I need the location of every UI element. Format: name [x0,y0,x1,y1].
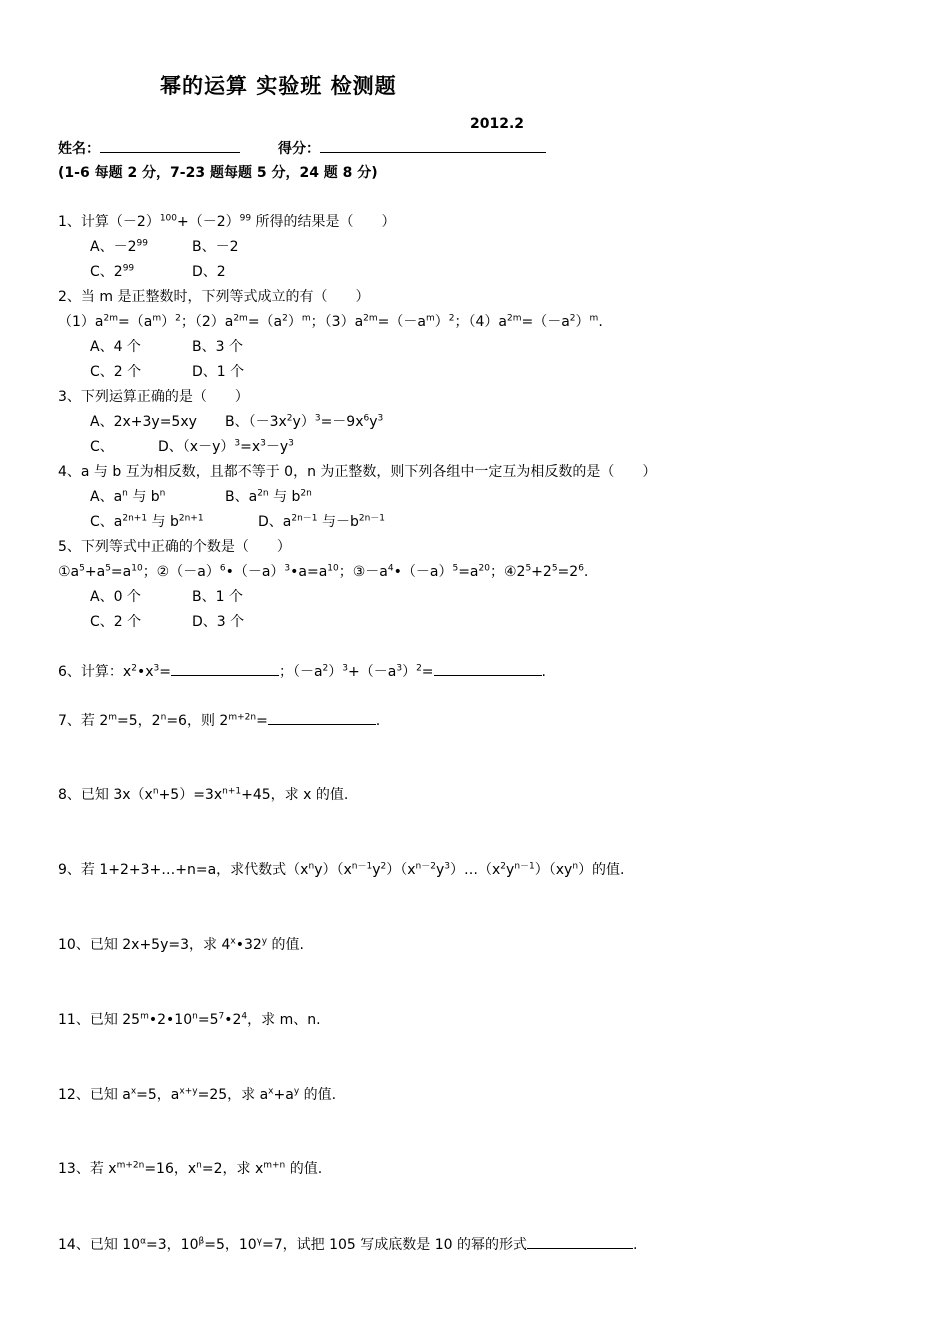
exponent: n [159,488,166,499]
exam-date: 2012.2 [470,116,525,132]
page-title: 幂的运算 实验班 检测题 [160,74,397,98]
text-fragment: 10、已知 2x+5y=3，求 4 [58,937,231,953]
exponent: 4 [387,563,394,574]
text-fragment: •2 [224,1012,242,1028]
question-14 [58,1234,637,1255]
question-9 [58,860,625,880]
text-fragment: . [633,1237,638,1253]
text-fragment: ） [575,314,590,330]
text-fragment: y）（x [314,862,352,878]
text-fragment: 14、已知 10 [58,1237,141,1253]
exponent: m [152,313,162,324]
text-fragment: = [159,664,171,680]
text-fragment: =25，求 a [197,1087,269,1103]
exponent: n [196,1160,202,1171]
text-fragment: •32 [235,937,262,953]
question-2-items [58,312,603,332]
exponent: n [308,861,315,872]
text-fragment: =a [458,564,479,580]
exponent: n+1 [222,786,242,797]
text-fragment: 与 b [127,489,160,505]
question-10 [58,935,304,955]
text-fragment: •（－a） [225,564,285,580]
question-3-options-row1 [90,412,383,432]
question-2-options-row1 [90,337,243,357]
text-fragment: ；④2 [489,564,526,580]
exponent: 3 [314,413,321,424]
exponent: 5 [452,563,459,574]
answer-blank[interactable] [527,1234,633,1249]
question-1-options-row2 [90,262,226,282]
question-6 [58,661,546,682]
exponent: 3 [396,663,403,674]
option-c[interactable]: C、2 个 [90,364,142,380]
exponent: m [301,313,311,324]
exponent: 3 [284,563,291,574]
question-5-stem: 5、下列等式中正确的个数是（ ） [58,539,291,555]
exponent: 2 [131,663,137,674]
text-fragment: . [583,564,589,580]
exponent: 5 [79,563,85,574]
exponent: x [230,936,236,947]
answer-blank-1[interactable] [171,661,279,676]
text-fragment: ） [434,314,449,330]
text-fragment: = [256,713,268,729]
text-fragment: 13、若 x [58,1161,117,1177]
exponent: 5 [551,563,558,574]
text-fragment: +5）=3x [158,787,223,803]
text-fragment: =－9x [320,414,364,430]
text-fragment: y [369,414,378,430]
exponent: 3 [377,413,384,424]
exponent: 2 [322,663,329,674]
question-1-stem [58,212,396,232]
exponent: 2n [300,488,312,499]
exponent: 3 [260,438,266,449]
option-d[interactable]: D、1 个 [192,364,245,380]
exponent: n－1 [514,861,535,872]
text-fragment: 的值. [299,1087,337,1103]
exponent: 5 [105,563,111,574]
exponent: 3 [444,861,450,872]
exponent: x [130,1086,137,1097]
text-fragment: . [375,713,381,729]
text-fragment: =5 [197,1012,219,1028]
text-fragment: 12、已知 a [58,1087,131,1103]
text-fragment: ） [287,314,302,330]
text-fragment: ） [328,664,343,680]
text-fragment: ；（3）a [310,314,364,330]
text-fragment: =（a [247,314,283,330]
text-fragment: ；③－a [338,564,388,580]
exponent: x+y [179,1086,198,1097]
text-fragment: =5，a [136,1087,180,1103]
exponent: m [425,313,435,324]
text-fragment: 与 b [268,489,301,505]
text-fragment: ；②（－a） [142,564,220,580]
exponent: 2 [282,313,288,324]
option-a[interactable] [90,237,192,257]
text-fragment: •a=a [290,564,328,580]
question-4-stem: 4、a 与 b 互为相反数，且都不等于 0，n 为正整数，则下列各组中一定互为相反数的是（ ） [58,464,657,480]
exponent: m+2n [116,1160,145,1171]
text-fragment: C、a [90,514,123,530]
text-fragment: －y [265,439,289,455]
exponent: n [152,786,159,797]
text-fragment: =6，则 2 [166,713,229,729]
exponent: 5 [525,563,532,574]
text-fragment: 的值. [285,1161,323,1177]
option-a[interactable] [90,487,225,507]
text-fragment: =（a [118,314,153,330]
exponent: 2 [500,861,507,872]
option-d[interactable]: D、2 [192,264,226,280]
text-fragment: =x [240,439,261,455]
exponent: 2n [257,488,269,499]
name-label: 姓名： [58,141,100,157]
exponent: 3 [342,663,349,674]
question-3-options-row2 [90,437,294,457]
option-a[interactable]: A、2x+3y=5xy [90,414,197,430]
question-13 [58,1159,322,1179]
text-fragment: y） [292,414,315,430]
exponent: m+n [263,1160,286,1171]
exponent: 20 [478,563,490,574]
text-fragment: =（－a [377,314,426,330]
text-fragment: . [541,664,546,680]
text-fragment: ）…（x [450,862,501,878]
text-fragment: ）（x [386,862,416,878]
exponent: n [160,712,167,723]
text-fragment: 1、计算（－2） [58,214,160,230]
exponent: 2n+1 [178,513,204,524]
text-fragment: 的值. [267,937,305,953]
exponent: 6 [219,563,226,574]
exponent: 2m [103,313,118,324]
option-d[interactable] [258,514,385,530]
exponent: 2 [569,313,576,324]
exponent: 2 [448,313,455,324]
text-fragment: =2 [557,564,579,580]
option-c[interactable]: C、 [90,439,114,455]
text-fragment: +2 [531,564,552,580]
exponent: 3 [288,438,294,449]
exponent: n [572,861,579,872]
exponent: 2n－1 [358,513,386,524]
exponent: 10 [131,563,143,574]
text-fragment: 8、已知 3x（x [58,787,153,803]
text-fragment: =5，10 [204,1237,257,1253]
exponent: m [589,313,599,324]
exponent: 2m [233,313,248,324]
exponent: β [198,1236,205,1247]
text-fragment: +（－a [348,664,397,680]
exponent: n [192,1011,198,1022]
exponent: n－2 [415,861,436,872]
exponent: 100 [159,213,178,224]
text-fragment: =3，10 [146,1237,199,1253]
text-fragment: A、－2 [90,239,137,255]
option-a[interactable]: A、0 个 [90,589,141,605]
option-b[interactable] [225,489,312,505]
name-blank[interactable] [100,138,240,153]
text-fragment: =5，2 [117,713,161,729]
text-fragment: y [435,862,445,878]
text-fragment: ） [402,664,417,680]
exponent: 2n－1 [291,513,318,524]
answer-blank-2[interactable] [434,661,542,676]
text-fragment: A、a [90,489,123,505]
text-fragment: =（－a [521,314,570,330]
text-fragment: ）的值. [578,862,625,878]
exponent: 3 [153,663,160,674]
text-fragment: D、（x－y） [158,439,235,455]
text-fragment: •x [136,664,154,680]
exponent: γ [256,1236,263,1247]
question-4-options-row1 [90,487,312,507]
text-fragment: C、2 [90,264,123,280]
text-fragment: ；（－a [278,664,323,680]
exponent: n [122,488,128,499]
score-blank[interactable] [320,138,546,153]
text-fragment: •2•10 [148,1012,193,1028]
text-fragment: = [421,664,434,680]
exponent: 99 [122,263,135,274]
option-c[interactable] [90,512,258,532]
text-fragment: ）（xy [534,862,573,878]
question-5-items [58,562,588,582]
text-fragment: 与 b [147,514,179,530]
exponent: 2m [506,313,522,324]
exponent: m+2n [228,712,257,723]
text-fragment: 6、计算：x [58,664,132,680]
text-fragment: y [372,862,381,878]
text-fragment: B、（－3x [225,414,287,430]
exponent: 2 [175,313,181,324]
text-fragment: +45，求 x 的值. [241,787,349,803]
question-5-options-row2 [90,612,244,632]
exponent: 2n+1 [122,513,148,524]
exponent: y [293,1086,300,1097]
question-11 [58,1010,321,1030]
exponent: 3 [234,438,241,449]
text-fragment: . [598,314,603,330]
question-8 [58,785,348,805]
option-b[interactable]: B、3 个 [192,339,243,355]
text-fragment: 11、已知 25 [58,1012,141,1028]
text-fragment: （1）a [58,314,104,330]
option-b[interactable]: B、1 个 [192,589,243,605]
question-2-options-row2 [90,362,244,382]
exponent: 6 [578,563,584,574]
question-7 [58,710,380,731]
question-12 [58,1085,336,1105]
question-2-stem: 2、当 m 是正整数时，下列等式成立的有（ ） [58,289,370,305]
exponent: 99 [239,213,252,224]
exponent: 6 [363,413,370,424]
score-label: 得分： [278,141,320,157]
text-fragment: 所得的结果是（ ） [251,214,396,230]
option-b[interactable] [225,414,383,430]
question-5-options-row1 [90,587,243,607]
exponent: m [108,712,118,723]
question-1-options-row1 [90,237,239,257]
exponent: 10 [327,563,339,574]
text-fragment: ；（2）a [180,314,234,330]
exponent: 99 [136,238,148,249]
option-d[interactable]: D、3 个 [192,614,245,630]
exponent: α [140,1236,147,1247]
text-fragment: ，求 m、n. [247,1012,321,1028]
text-fragment: =7，试把 105 写成底数是 10 的幂的形式 [262,1237,527,1253]
text-fragment: ①a [58,564,80,580]
text-fragment: •（－a） [393,564,453,580]
name-score-line [58,138,546,159]
text-fragment: B、a [225,489,258,505]
exponent: 2 [416,663,422,674]
question-4-options-row2 [90,512,385,532]
question-3-stem: 3、下列运算正确的是（ ） [58,389,249,405]
exponent: y [261,936,268,947]
text-fragment: 7、若 2 [58,713,109,729]
text-fragment: D、a [258,514,292,530]
text-fragment: y [506,862,515,878]
text-fragment: +（－2） [177,214,240,230]
exponent: 2 [380,861,387,872]
text-fragment: +a [84,564,106,580]
scoring-note: (1-6 每题 2 分，7-23 题每题 5 分，24 题 8 分) [58,165,378,181]
exponent: n－1 [351,861,373,872]
text-fragment: 9、若 1+2+3+…+n=a，求代数式（x [58,862,309,878]
text-fragment: ；（4）a [454,314,507,330]
exponent: 4 [241,1011,248,1022]
option-b[interactable]: B、－2 [192,239,239,255]
option-d[interactable] [158,439,294,455]
text-fragment: 与－b [317,514,359,530]
text-fragment: =a [110,564,132,580]
text-fragment: =16，x [144,1161,197,1177]
exponent: x [268,1086,274,1097]
text-fragment: ） [161,314,176,330]
exponent: m [140,1011,149,1022]
option-c[interactable]: C、2 个 [90,614,142,630]
exponent: 7 [218,1011,225,1022]
answer-blank[interactable] [268,710,376,725]
option-a[interactable]: A、4 个 [90,339,141,355]
option-c[interactable] [90,262,192,282]
exponent: 2m [363,313,378,324]
text-fragment: =2，求 x [201,1161,264,1177]
text-fragment: +a [273,1087,294,1103]
exponent: 2 [286,413,293,424]
